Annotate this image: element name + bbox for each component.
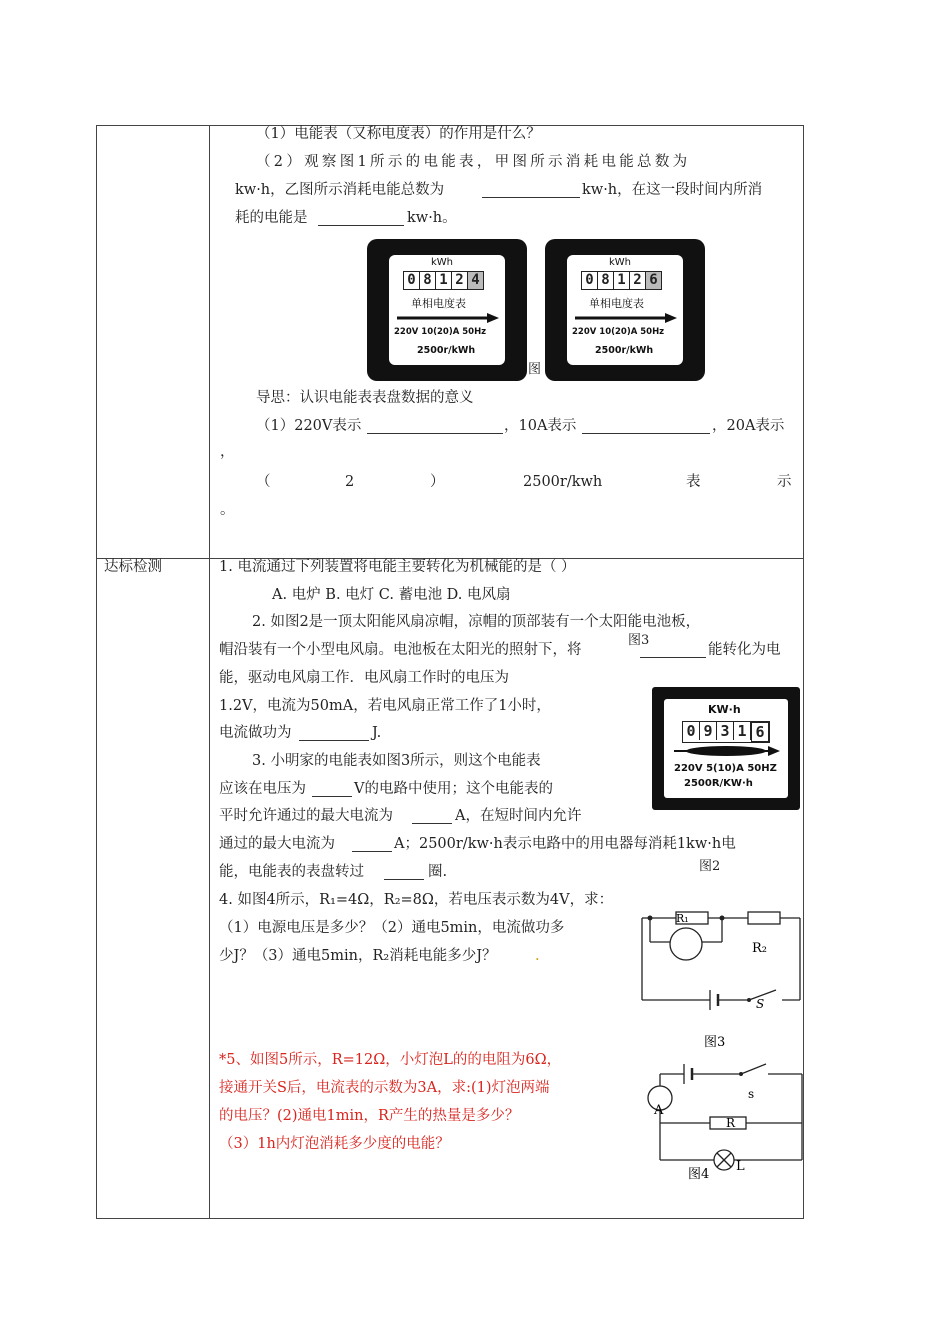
guide-text: 导思：认识电能表表盘数据的意义 bbox=[256, 390, 474, 406]
problem-3-line2a: 应该在电压为 bbox=[219, 781, 306, 797]
problem-2-line5b: J. bbox=[372, 725, 382, 741]
problem-3-line5b: 圈. bbox=[428, 864, 448, 880]
meter-b-name: 单相电度表 bbox=[589, 297, 644, 310]
meter-a-spec: 220V 10(20)A 50Hz bbox=[394, 327, 487, 337]
question-4-end: 。 bbox=[220, 502, 235, 518]
answer-blank-short-current[interactable] bbox=[352, 837, 392, 852]
meter-b-digits: 0 8 1 2 6 bbox=[581, 271, 662, 290]
meter-a-rate: 2500r/kWh bbox=[417, 345, 476, 356]
problem-5-line2: 接通开关S后，电流表的示数为3A，求:(1)灯泡两端 bbox=[219, 1080, 550, 1096]
meter-b-disc-icon bbox=[573, 313, 677, 323]
section-label: 达标检测 bbox=[104, 559, 162, 575]
problem-3-line3b: A，在短时间内允许 bbox=[455, 808, 582, 824]
meter-b-rate: 2500r/kWh bbox=[595, 345, 654, 356]
figure-3-top-label: 图3 bbox=[628, 633, 650, 648]
meter-a-name: 单相电度表 bbox=[411, 297, 466, 310]
problem-2-line3: 能，驱动电风扇工作．电风扇工作时的电压为 bbox=[219, 670, 509, 686]
question-2-line2b: kw·h，在这一段时间内所消 bbox=[582, 182, 763, 198]
table-column-divider bbox=[209, 126, 210, 1218]
ammeter-label: A bbox=[654, 1103, 664, 1118]
question-4-rate: 2500r/kwh bbox=[523, 474, 603, 490]
meter-c-rate: 2500R/KW·h bbox=[684, 778, 753, 789]
resistor-r2-icon bbox=[748, 912, 780, 924]
question-4-close: ） bbox=[430, 474, 445, 490]
electric-meter-b bbox=[545, 239, 705, 381]
question-2-line2a: kw·h，乙图所示消耗电能总数为 bbox=[235, 182, 445, 198]
problem-3-line2b: V的电路中使用；这个电能表的 bbox=[354, 781, 553, 797]
circuit-2-caption: 图4 bbox=[688, 1167, 710, 1182]
meter-c-disc-icon bbox=[672, 745, 780, 757]
switch-s-label: S bbox=[756, 997, 765, 1011]
problem-2-line2b: 能转化为电 bbox=[708, 642, 781, 658]
answer-blank-energy-form[interactable] bbox=[640, 643, 706, 658]
problem-4-dot: . bbox=[535, 948, 540, 964]
problem-2-line2a: 帽沿装有一个小型电风扇。电池板在太阳光的照射下，将 bbox=[219, 642, 582, 658]
question-3-part-b: ，10A表示 bbox=[504, 418, 577, 434]
figure-2-label: 图2 bbox=[699, 859, 721, 874]
meter-a-disc-icon bbox=[395, 313, 499, 323]
question-2-line1: （2）观察图1所示的电能表，甲图所示消耗电能总数为 bbox=[256, 154, 691, 170]
circuit-diagram-2 bbox=[644, 1060, 810, 1186]
switch-label: s bbox=[748, 1087, 755, 1101]
circuit-diagram-1 bbox=[636, 906, 806, 1054]
answer-blank-max-current[interactable] bbox=[412, 809, 452, 824]
answer-blank-revolutions[interactable] bbox=[384, 865, 424, 880]
meter-b-unit: kWh bbox=[609, 257, 632, 268]
problem-2-line1: 2. 如图2是一顶太阳能风扇凉帽，凉帽的顶部装有一个太阳能电池板， bbox=[252, 614, 701, 630]
problem-1-text: 1. 电流通过下列装置将电能主要转化为机械能的是（ ） bbox=[219, 559, 576, 575]
question-3-part-a: （1）220V表示 bbox=[256, 418, 362, 434]
problem-1-options: A. 电炉 B. 电灯 C. 蓄电池 D. 电风扇 bbox=[272, 587, 511, 603]
question-3-comma: ， bbox=[220, 444, 235, 460]
question-4-word1: 表 bbox=[686, 474, 701, 490]
switch-icon bbox=[741, 1064, 766, 1074]
question-1-text: （1）电能表（又称电度表）的作用是什么？ bbox=[256, 126, 541, 142]
problem-4-line2: （1）电源电压是多少？（2）通电5min，电流做功多 bbox=[219, 920, 565, 936]
question-2-line3a: 耗的电能是 bbox=[235, 210, 308, 226]
electric-meter-a bbox=[367, 239, 527, 381]
problem-5-line4: （3）1h内灯泡消耗多少度的电能？ bbox=[219, 1136, 450, 1152]
meter-c-unit: KW·h bbox=[708, 703, 741, 716]
voltmeter-icon bbox=[670, 928, 702, 960]
question-4-word2: 示 bbox=[777, 474, 792, 490]
problem-2-line4: 1.2V，电流为50mA，若电风扇正常工作了1小时， bbox=[219, 698, 551, 714]
question-3-part-c: ，20A表示 bbox=[712, 418, 785, 434]
meter-c-digits: 0 9 3 1 6 bbox=[682, 721, 770, 743]
r2-label: R₂ bbox=[752, 941, 767, 956]
question-4-number: 2 bbox=[345, 474, 355, 490]
meter-c-spec: 220V 5(10)A 50HZ bbox=[674, 763, 777, 774]
answer-blank-220v[interactable] bbox=[367, 419, 503, 434]
figure-1-label: 图 bbox=[528, 362, 542, 377]
problem-5-line3: 的电压？(2)通电1min，R产生的热量是多少？ bbox=[219, 1108, 520, 1124]
problem-3-line4a: 通过的最大电流为 bbox=[219, 836, 335, 852]
answer-blank-10a[interactable] bbox=[582, 419, 710, 434]
answer-blank-work[interactable] bbox=[299, 726, 369, 741]
problem-2-line5a: 电流做功为 bbox=[219, 725, 292, 741]
electric-meter-c bbox=[652, 687, 800, 810]
lamp-label: L bbox=[736, 1159, 745, 1174]
problem-4-line3: 少J？（3）通电5min，R₂消耗电能多少J？ bbox=[219, 948, 497, 964]
problem-4-line1: 4. 如图4所示，R₁=4Ω，R₂=8Ω，若电压表示数为4V，求： bbox=[219, 892, 614, 908]
r1-label: R₁ bbox=[676, 912, 689, 925]
problem-3-line4b: A；2500r/kw·h表示电路中的用电器每消耗1kw·h电 bbox=[394, 836, 736, 852]
problem-3-line3a: 平时允许通过的最大电流为 bbox=[219, 808, 393, 824]
meter-a-digits: 0 8 1 2 4 bbox=[403, 271, 484, 290]
problem-3-line5a: 能，电能表的表盘转过 bbox=[219, 864, 364, 880]
meter-b-spec: 220V 10(20)A 50Hz bbox=[572, 327, 665, 337]
problem-5-line1: *5、如图5所示，R=12Ω，小灯泡L的的电阻为6Ω， bbox=[219, 1052, 562, 1068]
problem-3-line1: 3. 小明家的电能表如图3所示，则这个电能表 bbox=[252, 753, 541, 769]
circuit-1-caption: 图3 bbox=[704, 1035, 726, 1050]
answer-blank-voltage[interactable] bbox=[312, 782, 352, 797]
answer-blank-consumed[interactable] bbox=[318, 211, 404, 226]
meter-a-unit: kWh bbox=[431, 257, 454, 268]
answer-blank-total-b[interactable] bbox=[482, 183, 580, 198]
question-4-open: （ bbox=[256, 474, 271, 490]
resistor-label: R bbox=[726, 1116, 736, 1130]
question-2-line3b: kw·h。 bbox=[407, 210, 457, 226]
